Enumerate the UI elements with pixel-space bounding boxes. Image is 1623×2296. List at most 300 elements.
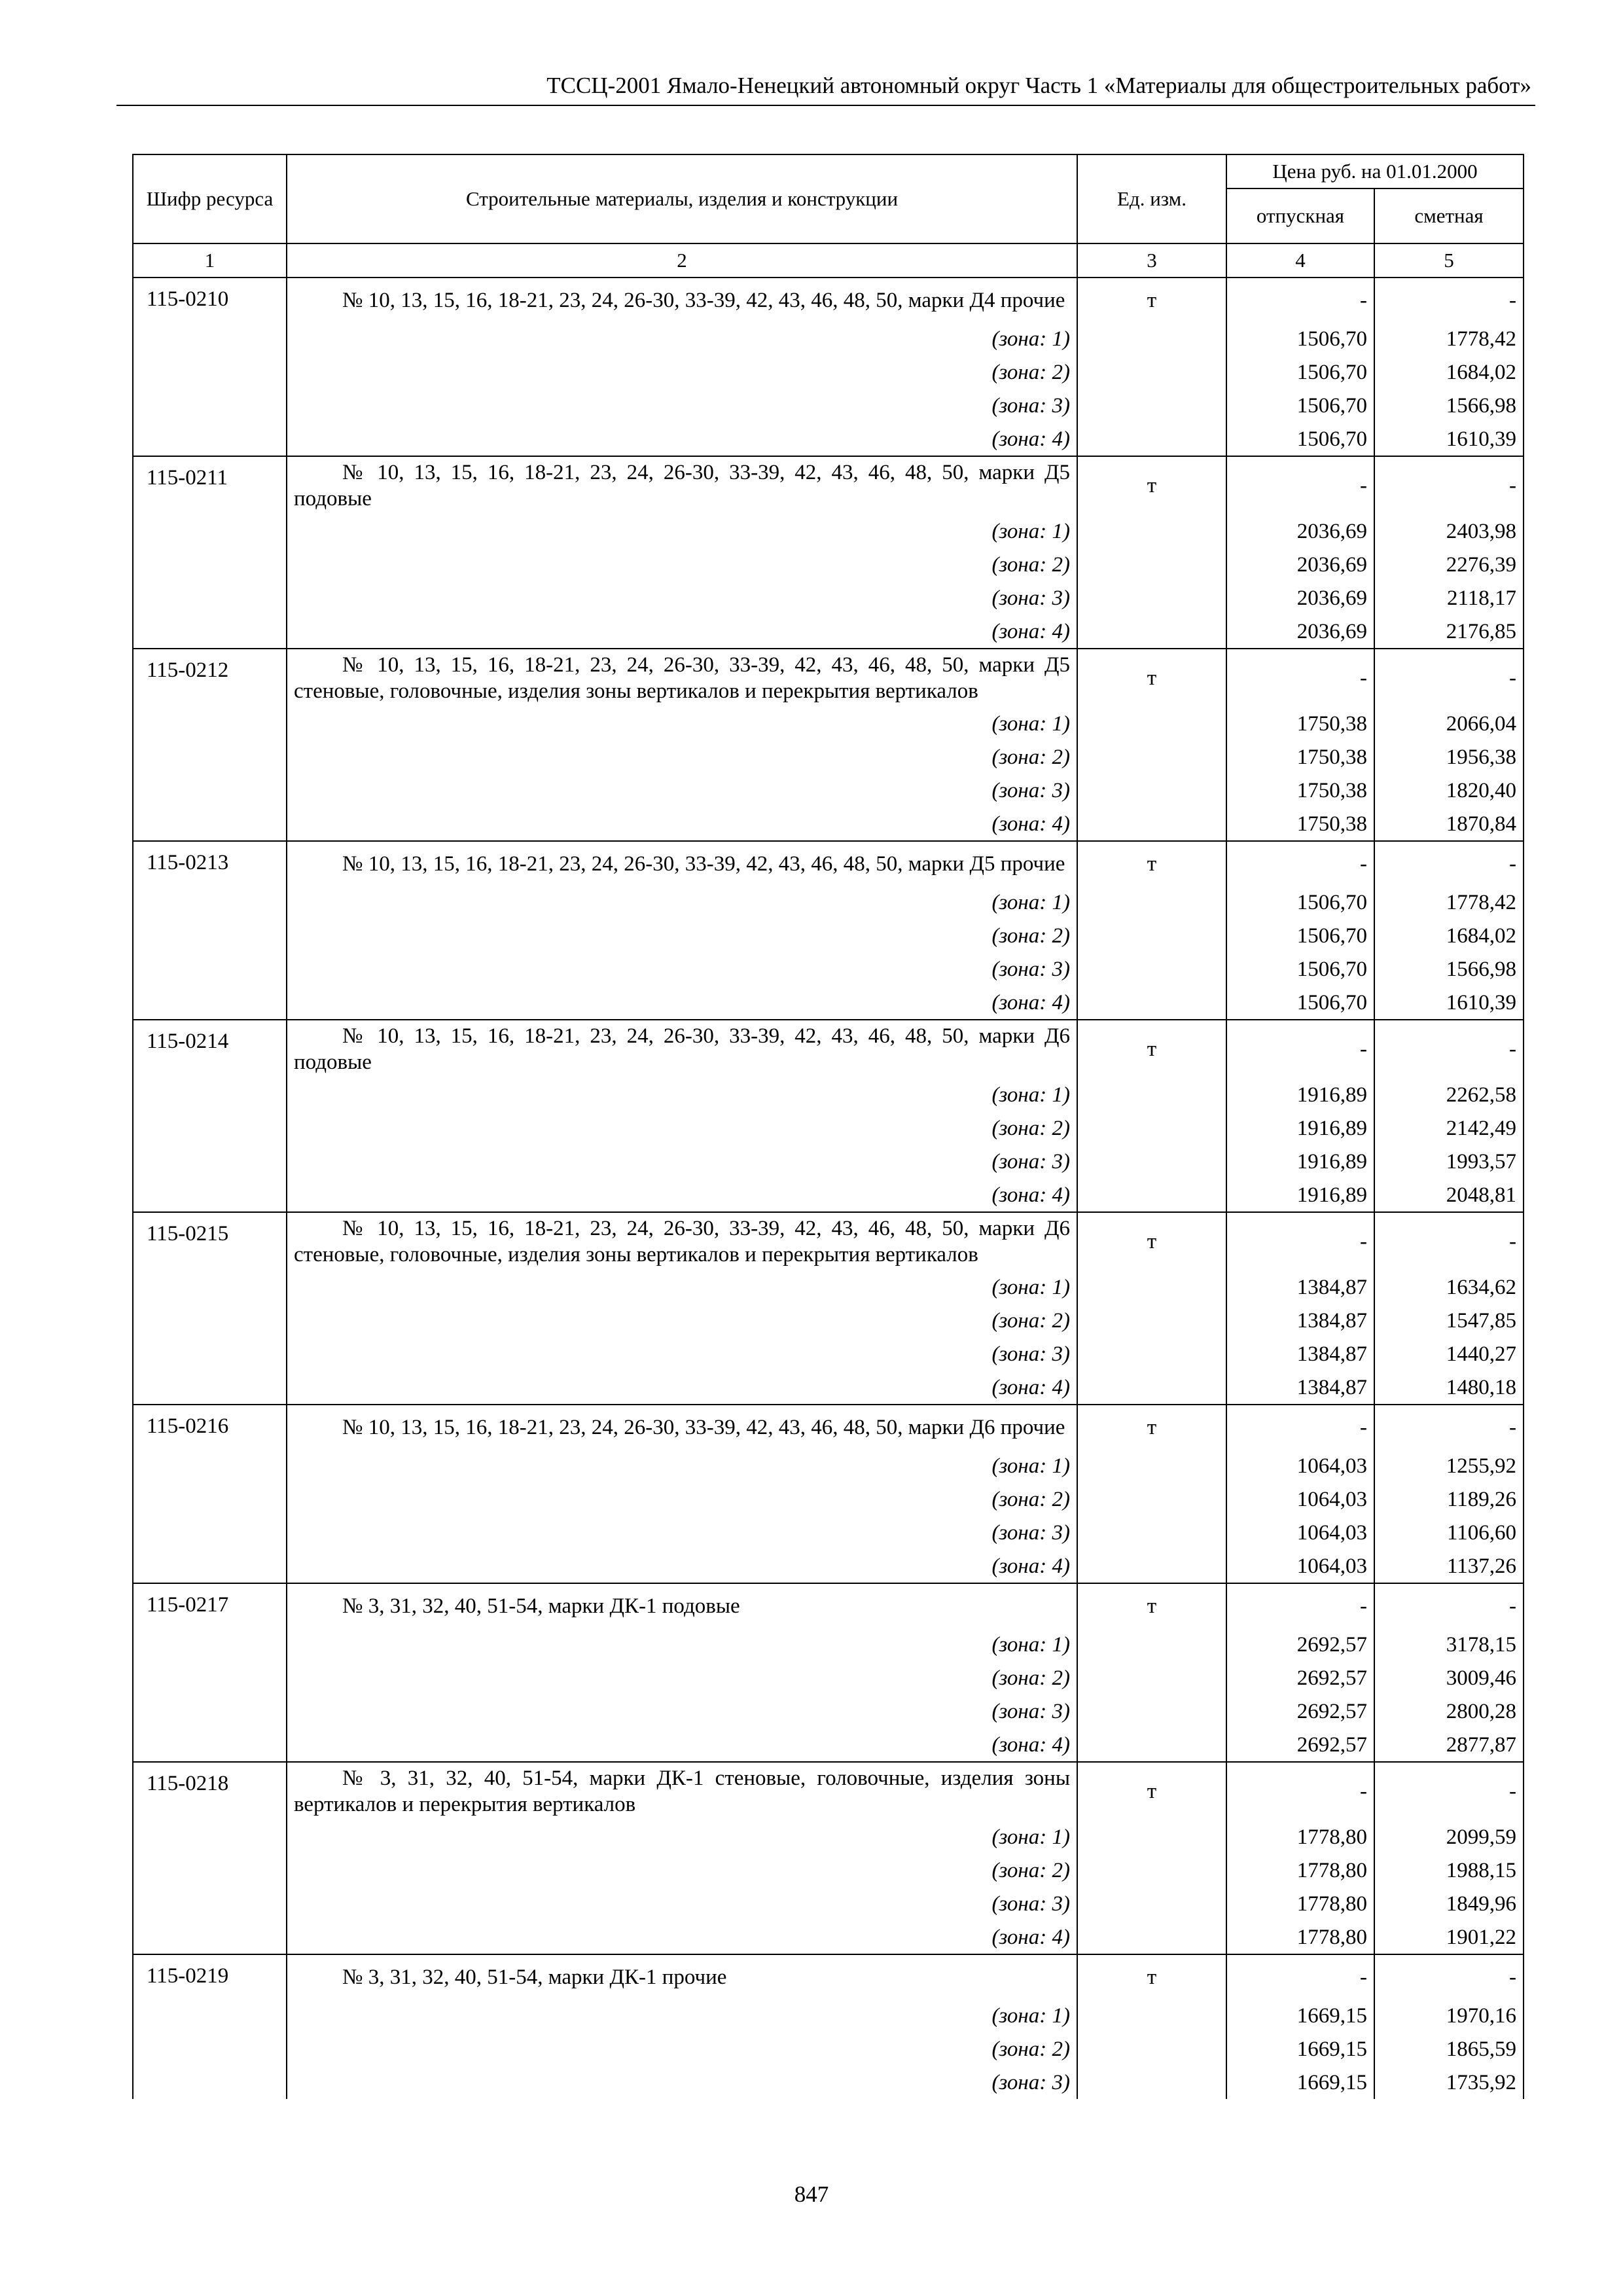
release-price: 2692,57 <box>1226 1695 1374 1728</box>
resource-code: 115-0219 <box>133 1954 287 1999</box>
empty-cell <box>1077 774 1226 807</box>
empty-cell <box>133 322 287 355</box>
zone-label: (зона: 2) <box>287 1304 1077 1337</box>
zone-label: (зона: 1) <box>287 322 1077 355</box>
zone-label: (зона: 1) <box>287 1449 1077 1482</box>
zone-label: (зона: 2) <box>287 740 1077 774</box>
header-price-estimate: сметная <box>1374 188 1524 243</box>
zone-label: (зона: 3) <box>287 2066 1077 2099</box>
zone-label: (зона: 4) <box>287 807 1077 841</box>
zone-row <box>133 919 1524 952</box>
estimate-price: 1137,26 <box>1374 1549 1524 1583</box>
table-row <box>133 1954 1524 1999</box>
release-price: 1384,87 <box>1226 1304 1374 1337</box>
table-row <box>133 1583 1524 1628</box>
estimate-price: 1566,98 <box>1374 389 1524 422</box>
empty-cell <box>133 1661 287 1695</box>
empty-cell <box>1077 355 1226 389</box>
estimate-price: - <box>1374 278 1524 322</box>
estimate-price: 1634,62 <box>1374 1270 1524 1304</box>
zone-label: (зона: 4) <box>287 615 1077 649</box>
empty-cell <box>133 1337 287 1371</box>
estimate-price: - <box>1374 1212 1524 1270</box>
release-price: - <box>1226 841 1374 886</box>
zone-row <box>133 1337 1524 1371</box>
release-price: 1506,70 <box>1226 986 1374 1020</box>
zone-row <box>133 986 1524 1020</box>
empty-cell <box>133 2066 287 2099</box>
material-description: № 3, 31, 32, 40, 51-54, марки ДК-1 стеновые, головочные, изделия зоны вертикалов и перекрытия вертикалов <box>287 1762 1077 1820</box>
empty-cell <box>133 548 287 581</box>
header-description: Строительные материалы, изделия и конструкции <box>287 154 1077 243</box>
resource-code: 115-0211 <box>133 456 287 514</box>
empty-cell <box>1077 919 1226 952</box>
table-row <box>133 841 1524 886</box>
estimate-price: 3178,15 <box>1374 1628 1524 1661</box>
table-row <box>133 649 1524 707</box>
header-price-release: отпускная <box>1226 188 1374 243</box>
column-number: 1 <box>133 243 287 278</box>
empty-cell <box>133 422 287 456</box>
unit-cell: т <box>1077 278 1226 322</box>
release-price: - <box>1226 1020 1374 1078</box>
estimate-price: - <box>1374 649 1524 707</box>
release-price: 1384,87 <box>1226 1371 1374 1405</box>
zone-row <box>133 422 1524 456</box>
zone-row <box>133 740 1524 774</box>
release-price: 1506,70 <box>1226 322 1374 355</box>
release-price: 1669,15 <box>1226 2066 1374 2099</box>
material-description: № 10, 13, 15, 16, 18-21, 23, 24, 26-30, 33-39, 42, 43, 46, 48, 50, марки Д5 прочие <box>287 841 1077 886</box>
column-number: 2 <box>287 243 1077 278</box>
estimate-price: 1820,40 <box>1374 774 1524 807</box>
empty-cell <box>133 919 287 952</box>
zone-row <box>133 1270 1524 1304</box>
estimate-price: - <box>1374 1020 1524 1078</box>
estimate-price: 2142,49 <box>1374 1111 1524 1145</box>
zone-row <box>133 1449 1524 1482</box>
zone-row <box>133 548 1524 581</box>
release-price: - <box>1226 1954 1374 1999</box>
release-price: 1916,89 <box>1226 1145 1374 1178</box>
empty-cell <box>1077 1920 1226 1954</box>
table-row <box>133 278 1524 322</box>
resource-code: 115-0214 <box>133 1020 287 1078</box>
empty-cell <box>1077 1270 1226 1304</box>
empty-cell <box>1077 322 1226 355</box>
zone-label: (зона: 4) <box>287 1728 1077 1762</box>
zone-row <box>133 1920 1524 1954</box>
empty-cell <box>1077 389 1226 422</box>
empty-cell <box>133 1178 287 1212</box>
empty-cell <box>1077 514 1226 548</box>
estimate-price: 2877,87 <box>1374 1728 1524 1762</box>
empty-cell <box>1077 1337 1226 1371</box>
release-price: - <box>1226 649 1374 707</box>
unit-cell: т <box>1077 1954 1226 1999</box>
empty-cell <box>1077 1178 1226 1212</box>
empty-cell <box>133 886 287 919</box>
release-price: 1916,89 <box>1226 1078 1374 1111</box>
zone-row <box>133 1078 1524 1111</box>
release-price: - <box>1226 1762 1374 1820</box>
zone-row <box>133 707 1524 740</box>
estimate-price: 1956,38 <box>1374 740 1524 774</box>
empty-cell <box>1077 422 1226 456</box>
zone-label: (зона: 3) <box>287 1695 1077 1728</box>
zone-label: (зона: 2) <box>287 1854 1077 1887</box>
empty-cell <box>1077 1820 1226 1854</box>
resource-code: 115-0215 <box>133 1212 287 1270</box>
resource-code: 115-0216 <box>133 1405 287 1449</box>
column-number: 4 <box>1226 243 1374 278</box>
release-price: 2692,57 <box>1226 1628 1374 1661</box>
zone-row <box>133 355 1524 389</box>
empty-cell <box>1077 1999 1226 2032</box>
estimate-price: 1106,60 <box>1374 1516 1524 1549</box>
empty-cell <box>133 1270 287 1304</box>
empty-cell <box>133 1482 287 1516</box>
release-price: 1384,87 <box>1226 1270 1374 1304</box>
zone-label: (зона: 2) <box>287 548 1077 581</box>
unit-cell: т <box>1077 1583 1226 1628</box>
resource-code: 115-0218 <box>133 1762 287 1820</box>
release-price: 1750,38 <box>1226 807 1374 841</box>
empty-cell <box>133 1549 287 1583</box>
zone-label: (зона: 2) <box>287 355 1077 389</box>
release-price: 2692,57 <box>1226 1661 1374 1695</box>
empty-cell <box>133 1371 287 1405</box>
zone-row <box>133 807 1524 841</box>
empty-cell <box>1077 707 1226 740</box>
estimate-price: 2276,39 <box>1374 548 1524 581</box>
empty-cell <box>1077 952 1226 986</box>
empty-cell <box>133 1304 287 1337</box>
empty-cell <box>1077 1728 1226 1762</box>
estimate-price: 1566,98 <box>1374 952 1524 986</box>
estimate-price: - <box>1374 1954 1524 1999</box>
empty-cell <box>133 1999 287 2032</box>
empty-cell <box>133 1854 287 1887</box>
zone-row <box>133 1145 1524 1178</box>
zone-row <box>133 1661 1524 1695</box>
table-body <box>133 278 1524 2099</box>
estimate-price: - <box>1374 1762 1524 1820</box>
empty-cell <box>133 1695 287 1728</box>
header-price-group: Цена руб. на 01.01.2000 <box>1226 154 1524 188</box>
empty-cell <box>133 1145 287 1178</box>
release-price: 1506,70 <box>1226 952 1374 986</box>
material-description: № 10, 13, 15, 16, 18-21, 23, 24, 26-30, 33-39, 42, 43, 46, 48, 50, марки Д5 подовые <box>287 456 1077 514</box>
zone-row <box>133 886 1524 919</box>
empty-cell <box>133 1728 287 1762</box>
zone-label: (зона: 3) <box>287 1887 1077 1920</box>
material-description: № 10, 13, 15, 16, 18-21, 23, 24, 26-30, 33-39, 42, 43, 46, 48, 50, марки Д5 стеновые, головочные, изделия зоны вертикалов и перекрытия вертикалов <box>287 649 1077 707</box>
release-price: 1778,80 <box>1226 1920 1374 1954</box>
empty-cell <box>133 355 287 389</box>
empty-cell <box>1077 1661 1226 1695</box>
estimate-price: 2800,28 <box>1374 1695 1524 1728</box>
estimate-price: 1610,39 <box>1374 986 1524 1020</box>
empty-cell <box>133 740 287 774</box>
empty-cell <box>1077 1145 1226 1178</box>
release-price: - <box>1226 1212 1374 1270</box>
zone-label: (зона: 3) <box>287 952 1077 986</box>
empty-cell <box>133 807 287 841</box>
release-price: 2036,69 <box>1226 581 1374 615</box>
empty-cell <box>1077 2066 1226 2099</box>
empty-cell <box>1077 1516 1226 1549</box>
estimate-price: 1440,27 <box>1374 1337 1524 1371</box>
empty-cell <box>1077 548 1226 581</box>
zone-row <box>133 1516 1524 1549</box>
release-price: 1064,03 <box>1226 1449 1374 1482</box>
empty-cell <box>1077 1111 1226 1145</box>
zone-row <box>133 581 1524 615</box>
zone-row <box>133 1549 1524 1583</box>
zone-label: (зона: 2) <box>287 1482 1077 1516</box>
page-number: 847 <box>794 2181 829 2207</box>
empty-cell <box>1077 1854 1226 1887</box>
estimate-price: 3009,46 <box>1374 1661 1524 1695</box>
release-price: - <box>1226 456 1374 514</box>
zone-row <box>133 1111 1524 1145</box>
empty-cell <box>1077 1628 1226 1661</box>
estimate-price: 2176,85 <box>1374 615 1524 649</box>
empty-cell <box>1077 2032 1226 2066</box>
release-price: 1506,70 <box>1226 422 1374 456</box>
release-price: 1750,38 <box>1226 707 1374 740</box>
zone-label: (зона: 1) <box>287 1999 1077 2032</box>
zone-row <box>133 2032 1524 2066</box>
zone-label: (зона: 1) <box>287 1628 1077 1661</box>
unit-cell: т <box>1077 1212 1226 1270</box>
table-row <box>133 456 1524 514</box>
empty-cell <box>133 1920 287 1954</box>
empty-cell <box>1077 615 1226 649</box>
unit-cell: т <box>1077 841 1226 886</box>
empty-cell <box>1077 1078 1226 1111</box>
release-price: 1750,38 <box>1226 740 1374 774</box>
empty-cell <box>133 514 287 548</box>
empty-cell <box>133 707 287 740</box>
release-price: 1506,70 <box>1226 389 1374 422</box>
zone-row <box>133 774 1524 807</box>
empty-cell <box>133 2032 287 2066</box>
estimate-price: 1684,02 <box>1374 355 1524 389</box>
unit-cell: т <box>1077 1762 1226 1820</box>
resource-code: 115-0210 <box>133 278 287 322</box>
header-rule <box>116 105 1535 106</box>
estimate-price: 2066,04 <box>1374 707 1524 740</box>
estimate-price: 1255,92 <box>1374 1449 1524 1482</box>
table-row <box>133 1020 1524 1078</box>
estimate-price: 1901,22 <box>1374 1920 1524 1954</box>
zone-label: (зона: 4) <box>287 1920 1077 1954</box>
empty-cell <box>1077 1482 1226 1516</box>
empty-cell <box>133 774 287 807</box>
zone-label: (зона: 2) <box>287 1111 1077 1145</box>
empty-cell <box>133 1820 287 1854</box>
zone-row <box>133 1482 1524 1516</box>
estimate-price: 2048,81 <box>1374 1178 1524 1212</box>
price-table <box>132 154 1524 2099</box>
release-price: - <box>1226 1405 1374 1449</box>
estimate-price: 1735,92 <box>1374 2066 1524 2099</box>
column-number: 5 <box>1374 243 1524 278</box>
zone-row <box>133 1628 1524 1661</box>
empty-cell <box>133 952 287 986</box>
empty-cell <box>1077 1549 1226 1583</box>
release-price: 2036,69 <box>1226 548 1374 581</box>
estimate-price: 2118,17 <box>1374 581 1524 615</box>
empty-cell <box>133 1887 287 1920</box>
estimate-price: 1480,18 <box>1374 1371 1524 1405</box>
zone-label: (зона: 1) <box>287 514 1077 548</box>
empty-cell <box>1077 1371 1226 1405</box>
document-header: ТССЦ-2001 Ямало-Ненецкий автономный округ Часть 1 «Материалы для общестроительных работ» <box>546 73 1531 98</box>
estimate-price: 1870,84 <box>1374 807 1524 841</box>
release-price: 2036,69 <box>1226 615 1374 649</box>
zone-row <box>133 1820 1524 1854</box>
empty-cell <box>133 1078 287 1111</box>
empty-cell <box>133 1628 287 1661</box>
empty-cell <box>133 1516 287 1549</box>
release-price: 1384,87 <box>1226 1337 1374 1371</box>
zone-label: (зона: 4) <box>287 986 1077 1020</box>
zone-row <box>133 1695 1524 1728</box>
resource-code: 115-0212 <box>133 649 287 707</box>
empty-cell <box>133 986 287 1020</box>
zone-label: (зона: 3) <box>287 581 1077 615</box>
release-price: 1916,89 <box>1226 1111 1374 1145</box>
unit-cell: т <box>1077 1020 1226 1078</box>
zone-label: (зона: 1) <box>287 1270 1077 1304</box>
resource-code: 115-0213 <box>133 841 287 886</box>
zone-row <box>133 952 1524 986</box>
zone-row <box>133 322 1524 355</box>
empty-cell <box>1077 886 1226 919</box>
table-row <box>133 1405 1524 1449</box>
estimate-price: 1610,39 <box>1374 422 1524 456</box>
estimate-price: 2099,59 <box>1374 1820 1524 1854</box>
estimate-price: 1684,02 <box>1374 919 1524 952</box>
estimate-price: 1547,85 <box>1374 1304 1524 1337</box>
estimate-price: 2262,58 <box>1374 1078 1524 1111</box>
release-price: 1506,70 <box>1226 919 1374 952</box>
material-description: № 3, 31, 32, 40, 51-54, марки ДК-1 прочие <box>287 1954 1077 1999</box>
zone-row <box>133 2066 1524 2099</box>
material-description: № 10, 13, 15, 16, 18-21, 23, 24, 26-30, 33-39, 42, 43, 46, 48, 50, марки Д6 подовые <box>287 1020 1077 1078</box>
release-price: 1916,89 <box>1226 1178 1374 1212</box>
zone-label: (зона: 3) <box>287 389 1077 422</box>
estimate-price: 1993,57 <box>1374 1145 1524 1178</box>
unit-cell: т <box>1077 649 1226 707</box>
empty-cell <box>133 1449 287 1482</box>
empty-cell <box>1077 1449 1226 1482</box>
zone-label: (зона: 3) <box>287 774 1077 807</box>
release-price: 1064,03 <box>1226 1549 1374 1583</box>
empty-cell <box>133 581 287 615</box>
zone-row <box>133 514 1524 548</box>
empty-cell <box>1077 740 1226 774</box>
release-price: 2036,69 <box>1226 514 1374 548</box>
table-row <box>133 1212 1524 1270</box>
unit-cell: т <box>1077 1405 1226 1449</box>
release-price: - <box>1226 278 1374 322</box>
estimate-price: 1849,96 <box>1374 1887 1524 1920</box>
zone-label: (зона: 1) <box>287 1078 1077 1111</box>
zone-row <box>133 1371 1524 1405</box>
zone-row <box>133 1304 1524 1337</box>
material-description: № 10, 13, 15, 16, 18-21, 23, 24, 26-30, 33-39, 42, 43, 46, 48, 50, марки Д4 прочие <box>287 278 1077 322</box>
zone-row <box>133 1854 1524 1887</box>
zone-row <box>133 1728 1524 1762</box>
zone-label: (зона: 3) <box>287 1145 1077 1178</box>
empty-cell <box>1077 1304 1226 1337</box>
release-price: 1669,15 <box>1226 2032 1374 2066</box>
empty-cell <box>1077 986 1226 1020</box>
empty-cell <box>133 1111 287 1145</box>
release-price: 1669,15 <box>1226 1999 1374 2032</box>
zone-row <box>133 1178 1524 1212</box>
resource-code: 115-0217 <box>133 1583 287 1628</box>
material-description: № 10, 13, 15, 16, 18-21, 23, 24, 26-30, 33-39, 42, 43, 46, 48, 50, марки Д6 стеновые, головочные, изделия зоны вертикалов и перекрытия вертикалов <box>287 1212 1077 1270</box>
header-code: Шифр ресурса <box>133 154 287 243</box>
estimate-price: 1865,59 <box>1374 2032 1524 2066</box>
release-price: 1778,80 <box>1226 1854 1374 1887</box>
release-price: 1778,80 <box>1226 1820 1374 1854</box>
zone-label: (зона: 2) <box>287 2032 1077 2066</box>
estimate-price: 1988,15 <box>1374 1854 1524 1887</box>
empty-cell <box>1077 807 1226 841</box>
empty-cell <box>1077 1695 1226 1728</box>
column-number: 3 <box>1077 243 1226 278</box>
zone-row <box>133 389 1524 422</box>
material-description: № 3, 31, 32, 40, 51-54, марки ДК-1 подовые <box>287 1583 1077 1628</box>
zone-label: (зона: 4) <box>287 1549 1077 1583</box>
release-price: 1064,03 <box>1226 1516 1374 1549</box>
zone-label: (зона: 1) <box>287 707 1077 740</box>
zone-label: (зона: 3) <box>287 1337 1077 1371</box>
material-description: № 10, 13, 15, 16, 18-21, 23, 24, 26-30, 33-39, 42, 43, 46, 48, 50, марки Д6 прочие <box>287 1405 1077 1449</box>
estimate-price: 1970,16 <box>1374 1999 1524 2032</box>
release-price: 1750,38 <box>1226 774 1374 807</box>
zone-label: (зона: 1) <box>287 1820 1077 1854</box>
zone-row <box>133 1887 1524 1920</box>
zone-label: (зона: 1) <box>287 886 1077 919</box>
estimate-price: 1189,26 <box>1374 1482 1524 1516</box>
empty-cell <box>1077 1887 1226 1920</box>
estimate-price: 1778,42 <box>1374 886 1524 919</box>
empty-cell <box>133 389 287 422</box>
zone-label: (зона: 4) <box>287 422 1077 456</box>
table-row <box>133 1762 1524 1820</box>
release-price: - <box>1226 1583 1374 1628</box>
zone-label: (зона: 4) <box>287 1371 1077 1405</box>
zone-label: (зона: 2) <box>287 1661 1077 1695</box>
release-price: 1778,80 <box>1226 1887 1374 1920</box>
release-price: 2692,57 <box>1226 1728 1374 1762</box>
estimate-price: - <box>1374 841 1524 886</box>
estimate-price: 1778,42 <box>1374 322 1524 355</box>
release-price: 1506,70 <box>1226 355 1374 389</box>
zone-row <box>133 1999 1524 2032</box>
zone-label: (зона: 4) <box>287 1178 1077 1212</box>
zone-row <box>133 615 1524 649</box>
estimate-price: - <box>1374 1405 1524 1449</box>
unit-cell: т <box>1077 456 1226 514</box>
